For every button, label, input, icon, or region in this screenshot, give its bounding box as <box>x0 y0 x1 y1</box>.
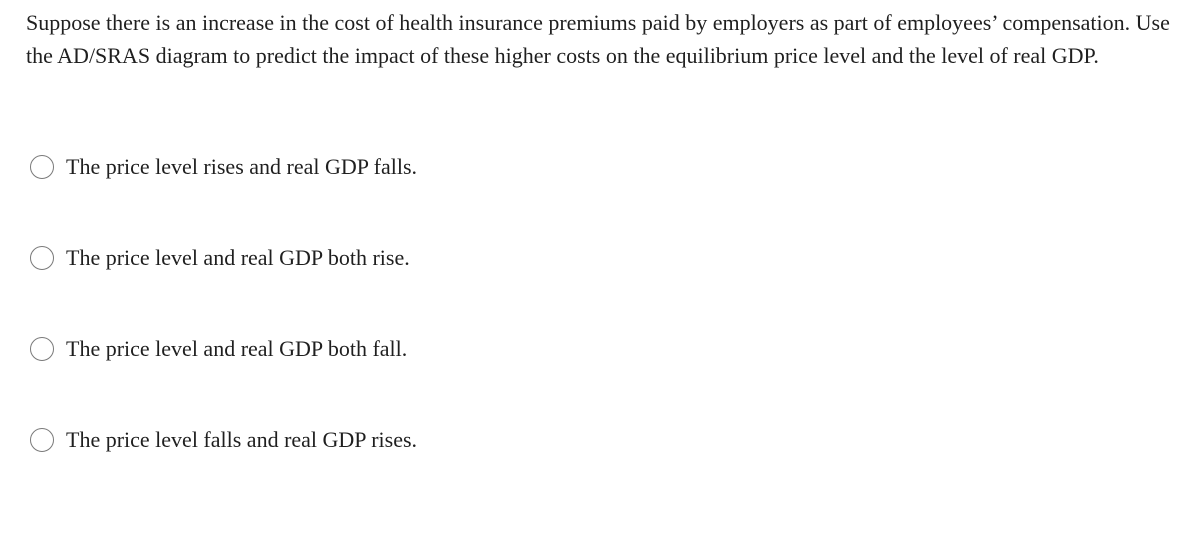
answer-option-label: The price level and real GDP both fall. <box>66 336 408 361</box>
answer-option-4[interactable] <box>30 425 417 455</box>
answer-option-3[interactable] <box>30 334 407 364</box>
answer-option-2[interactable] <box>30 243 410 273</box>
answer-option-label: The price level rises and real GDP falls. <box>66 154 418 179</box>
answer-option-label: The price level falls and real GDP rises. <box>66 427 418 452</box>
radio-unchecked-icon[interactable] <box>30 246 54 270</box>
answer-option-1[interactable] <box>30 152 417 182</box>
question-text: Suppose there is an increase in the cost of health insurance premiums paid by employers as part of employees’ compensation. Use the AD/SRAS diagram to predict the impact of these higher costs on the equilibrium price level and the level of real GDP. <box>26 10 1170 68</box>
answer-option-label: The price level and real GDP both rise. <box>66 245 410 270</box>
radio-unchecked-icon[interactable] <box>30 337 54 361</box>
radio-unchecked-icon[interactable] <box>30 428 54 452</box>
radio-unchecked-icon[interactable] <box>30 155 54 179</box>
